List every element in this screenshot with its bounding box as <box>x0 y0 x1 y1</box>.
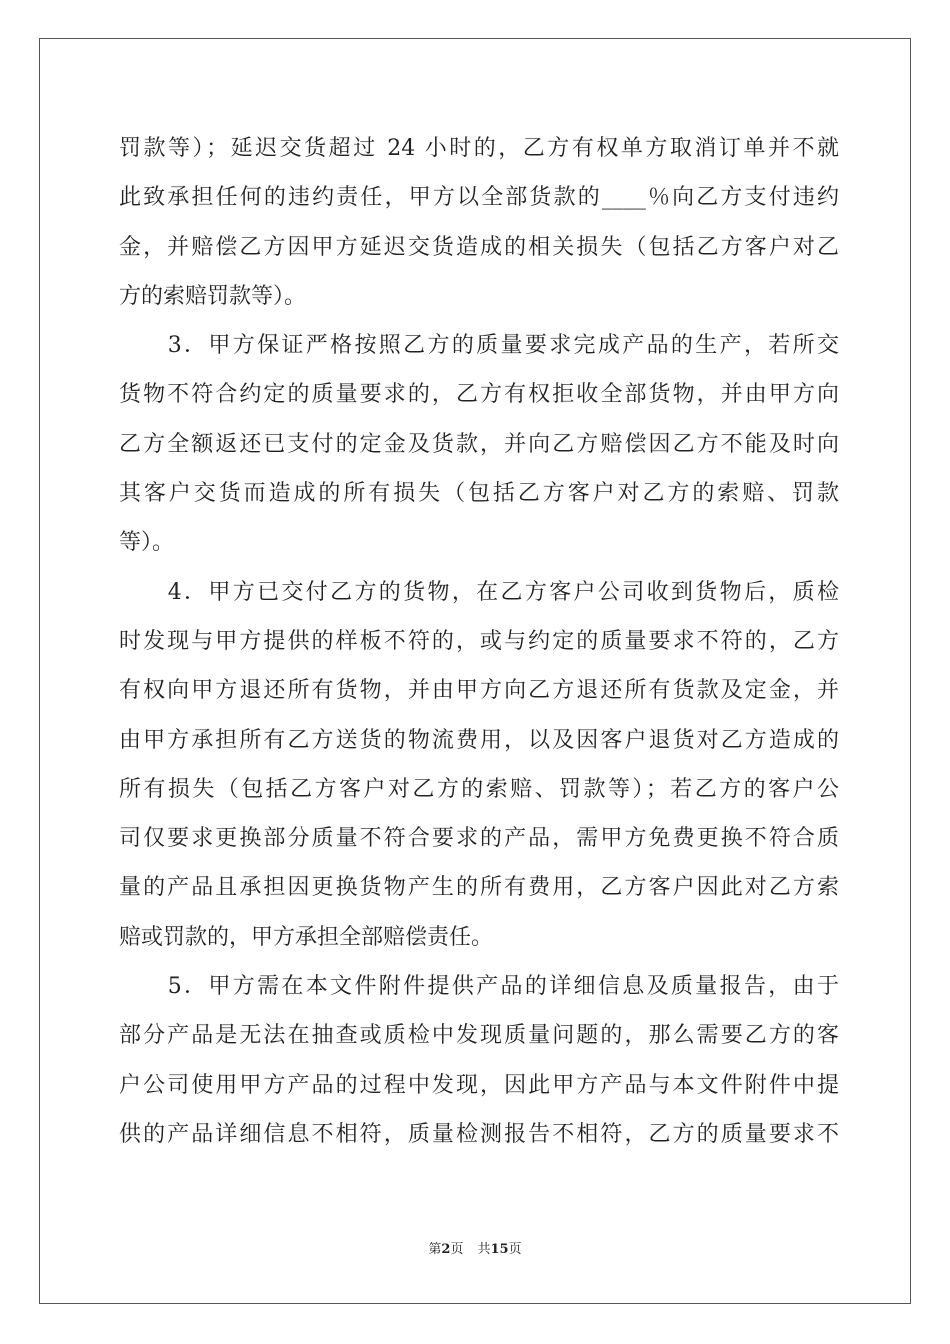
text-line: 5．甲方需在本文件附件提供产品的详细信息及质量报告，由于 <box>119 974 839 1000</box>
text-line: 赔或罚款的，甲方承担全部赔偿责任。 <box>119 924 494 950</box>
text-line: 由甲方承担所有乙方送货的物流费用，以及因客户退货对乙方造成的 <box>119 727 839 753</box>
total-prefix: 共 <box>477 1242 491 1257</box>
paragraph-continuation <box>119 124 839 321</box>
text-line: 部分产品是无法在抽查或质检中发现质量问题的，那么需要乙方的客 <box>119 1023 839 1049</box>
document-body <box>119 124 839 1159</box>
current-page-number: 2 <box>441 1242 451 1257</box>
text-line: 方的索赔罚款等）。 <box>119 283 307 309</box>
text-line: 此致承担任何的违约责任，甲方以全部货款的____％向乙方支付违约 <box>119 185 839 211</box>
text-line: 等）。 <box>119 530 175 556</box>
text-line: 4．甲方已交付乙方的货物，在乙方客户公司收到货物后，质检 <box>119 579 839 605</box>
page-footer <box>0 1238 950 1257</box>
paragraph-clause-3 <box>119 321 839 567</box>
text-line: 其客户交货而造成的所有损失（包括乙方客户对乙方的索赔、罚款 <box>119 481 839 507</box>
page-prefix: 第 <box>428 1242 442 1257</box>
total-suffix: 页 <box>508 1242 522 1257</box>
text-line: 所有损失（包括乙方客户对乙方的索赔、罚款等）；若乙方的客户公 <box>119 776 839 802</box>
text-line: 有权向甲方退还所有货物，并由甲方向乙方退还所有货款及定金，并 <box>119 678 839 704</box>
page-suffix: 页 <box>450 1242 464 1257</box>
paragraph-clause-4 <box>119 568 839 962</box>
text-line: 乙方全额返还已支付的定金及货款，并向乙方赔偿因乙方不能及时向 <box>119 431 839 457</box>
total-pages-number: 15 <box>490 1242 509 1257</box>
text-line: 供的产品详细信息不相符，质量检测报告不相符，乙方的质量要求不 <box>119 1121 839 1147</box>
text-line: 时发现与甲方提供的样板不符的，或与约定的质量要求不符的，乙方 <box>119 628 839 654</box>
text-line: 金，并赔偿乙方因甲方延迟交货造成的相关损失（包括乙方客户对乙 <box>119 234 839 260</box>
text-line: 司仅要求更换部分质量不符合要求的产品，需甲方免费更换不符合质 <box>119 826 839 852</box>
paragraph-clause-5 <box>119 962 839 1159</box>
text-line: 户公司使用甲方产品的过程中发现，因此甲方产品与本文件附件中提 <box>119 1072 839 1098</box>
text-line: 量的产品且承担因更换货物产生的所有费用，乙方客户因此对乙方索 <box>119 875 839 901</box>
text-line: 罚款等）；延迟交货超过 24 小时的，乙方有权单方取消订单并不就 <box>119 136 839 161</box>
text-line: 货物不符合约定的质量要求的，乙方有权拒收全部货物，并由甲方向 <box>119 382 839 408</box>
text-line: 3．甲方保证严格按照乙方的质量要求完成产品的生产，若所交 <box>119 333 839 359</box>
